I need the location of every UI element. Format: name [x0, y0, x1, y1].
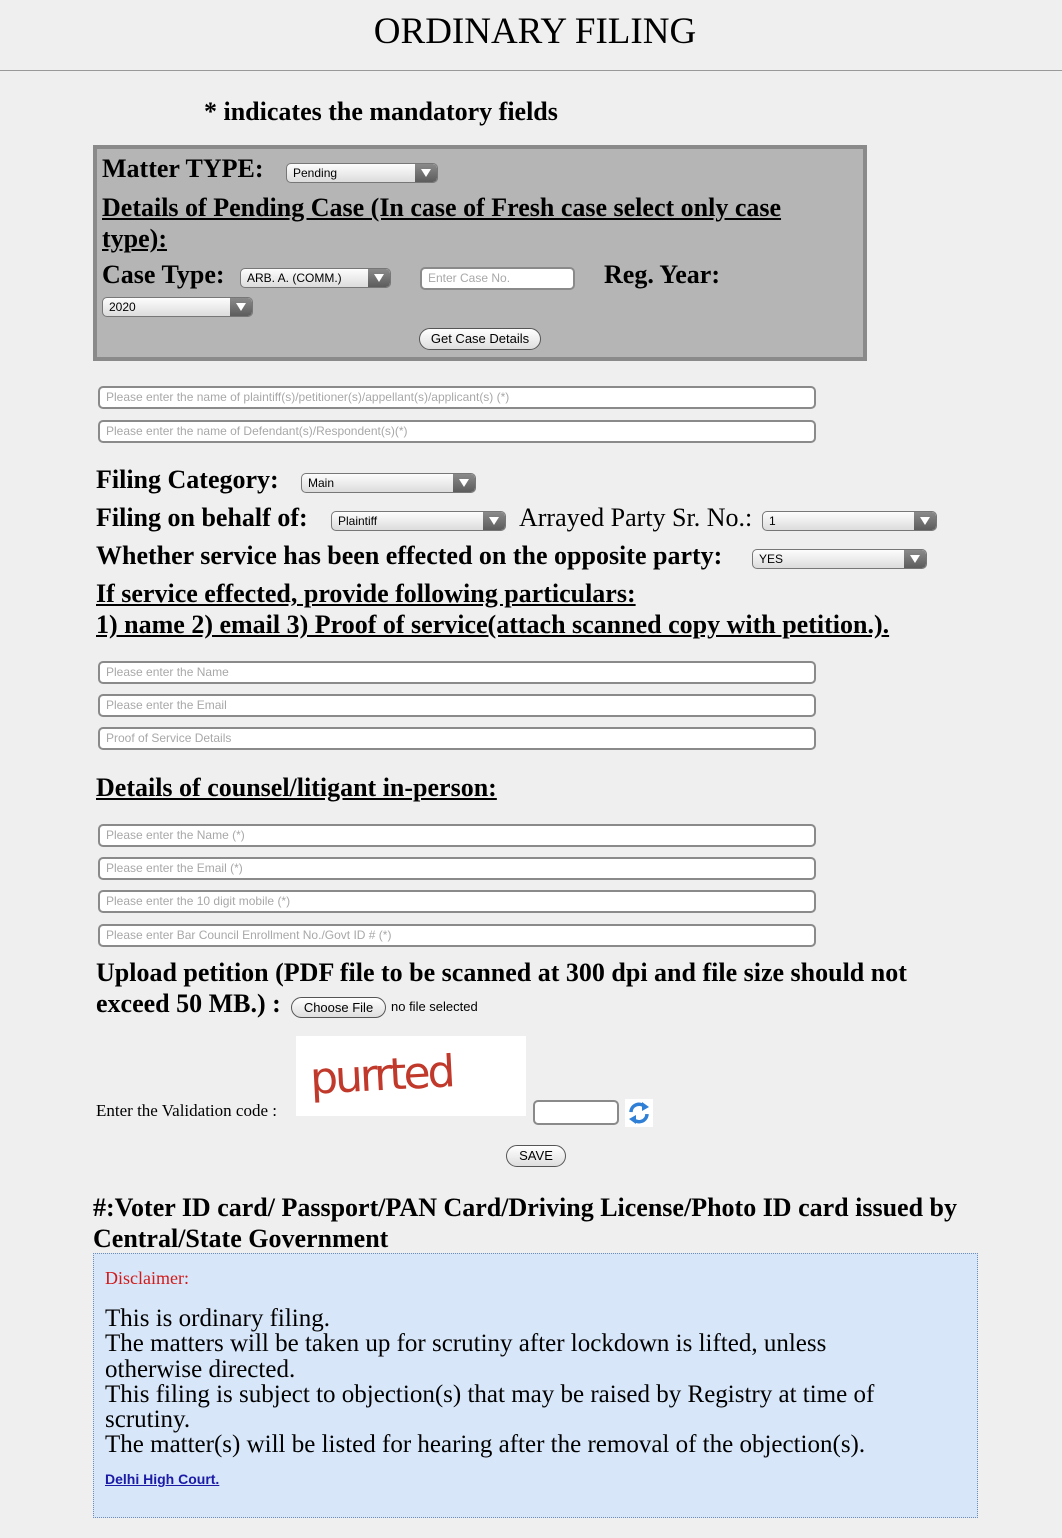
id-note-cont: Central/State Government: [93, 1224, 389, 1253]
service-effected-select[interactable]: [752, 549, 927, 569]
counsel-heading: Details of counsel/litigant in-person:: [96, 773, 497, 802]
page-title: ORDINARY FILING: [373, 11, 697, 52]
filing-behalf-label: Filing on behalf of:: [96, 503, 308, 532]
case-type-value: ARB. A. (COMM.): [247, 271, 342, 285]
captcha-image: [296, 1036, 526, 1116]
arrayed-party-select[interactable]: [762, 511, 937, 531]
matter-type-label: Matter TYPE:: [102, 154, 264, 183]
pending-case-heading-cont: type):: [102, 224, 167, 253]
chevron-down-icon: [453, 474, 475, 492]
chevron-down-icon: [914, 512, 936, 530]
disclaimer-title: Disclaimer:: [105, 1268, 189, 1288]
matter-type-select[interactable]: [286, 163, 438, 183]
choose-file-button[interactable]: Choose File: [291, 997, 386, 1018]
arrayed-party-value: 1: [769, 514, 776, 528]
title-divider: [0, 70, 1062, 71]
chevron-down-icon: [904, 550, 926, 568]
service-particulars-heading: If service effected, provide following particulars:: [96, 579, 636, 608]
counsel-enrollment-input[interactable]: Please enter Bar Council Enrollment No./Govt ID # (*): [98, 924, 816, 947]
file-status: no file selected: [391, 999, 478, 1014]
disclaimer-line: otherwise directed.: [105, 1356, 296, 1383]
service-particulars-list: 1) name 2) email 3) Proof of service(attach scanned copy with petition.).: [96, 610, 890, 639]
get-case-details-button[interactable]: Get Case Details: [419, 328, 541, 350]
refresh-icon[interactable]: [625, 1099, 653, 1127]
service-proof-input[interactable]: Proof of Service Details: [98, 727, 816, 750]
id-note: #:Voter ID card/ Passport/PAN Card/Driving License/Photo ID card issued by: [93, 1193, 958, 1222]
case-type-label: Case Type:: [102, 260, 225, 289]
counsel-mobile-input[interactable]: Please enter the 10 digit mobile (*): [98, 890, 816, 913]
filing-category-value: Main: [308, 476, 335, 490]
counsel-email-input[interactable]: Please enter the Email (*): [98, 857, 816, 880]
service-name-input[interactable]: Please enter the Name: [98, 661, 816, 684]
chevron-down-icon: [368, 269, 390, 287]
disclaimer-line: The matter(s) will be listed for hearing after the removal of the objection(s).: [105, 1431, 866, 1458]
validation-label: Enter the Validation code :: [96, 1101, 277, 1120]
mandatory-note: * indicates the mandatory fields: [204, 97, 558, 126]
service-effected-label: Whether service has been effected on the opposite party:: [96, 541, 723, 570]
reg-year-label: Reg. Year:: [604, 260, 720, 289]
disclaimer-line: This is ordinary filing.: [105, 1305, 330, 1332]
case-no-input[interactable]: Enter Case No.: [420, 267, 575, 290]
service-effected-value: YES: [759, 552, 784, 566]
pending-case-heading: Details of Pending Case (In case of Fresh case select only case: [102, 193, 782, 222]
filing-category-label: Filing Category:: [96, 465, 279, 494]
disclaimer-box: [93, 1253, 978, 1518]
counsel-name-input[interactable]: Please enter the Name (*): [98, 824, 816, 847]
reg-year-select[interactable]: [102, 297, 253, 317]
upload-label: Upload petition (PDF file to be scanned at 300 dpi and file size should not: [96, 958, 907, 987]
validation-code-input[interactable]: [533, 1100, 619, 1125]
plaintiff-name-input[interactable]: Please enter the name of plaintiff(s)/petitioner(s)/appellant(s)/applicant(s) (*): [98, 386, 816, 409]
filing-behalf-value: Plaintiff: [338, 514, 378, 528]
delhi-high-court-link[interactable]: Delhi High Court.: [105, 1471, 220, 1487]
save-button[interactable]: SAVE: [506, 1145, 566, 1167]
disclaimer-line: This filing is subject to objection(s) that may be raised by Registry at time of: [105, 1381, 875, 1408]
disclaimer-line: The matters will be taken up for scrutiny after lockdown is lifted, unless: [105, 1330, 827, 1357]
upload-label-cont: exceed 50 MB.) :: [96, 989, 281, 1018]
chevron-down-icon: [415, 164, 437, 182]
chevron-down-icon: [230, 298, 252, 316]
filing-behalf-select[interactable]: [331, 511, 506, 531]
matter-type-value: Pending: [293, 166, 338, 180]
chevron-down-icon: [483, 512, 505, 530]
arrayed-party-label: Arrayed Party Sr. No.:: [519, 503, 753, 532]
service-email-input[interactable]: Please enter the Email: [98, 694, 816, 717]
defendant-name-input[interactable]: Please enter the name of Defendant(s)/Respondent(s)(*): [98, 420, 816, 443]
filing-category-select[interactable]: [301, 473, 476, 493]
case-type-select[interactable]: [240, 268, 391, 288]
disclaimer-line: scrutiny.: [105, 1406, 191, 1433]
captcha-text: purrted: [308, 1046, 454, 1105]
reg-year-value: 2020: [109, 300, 136, 314]
